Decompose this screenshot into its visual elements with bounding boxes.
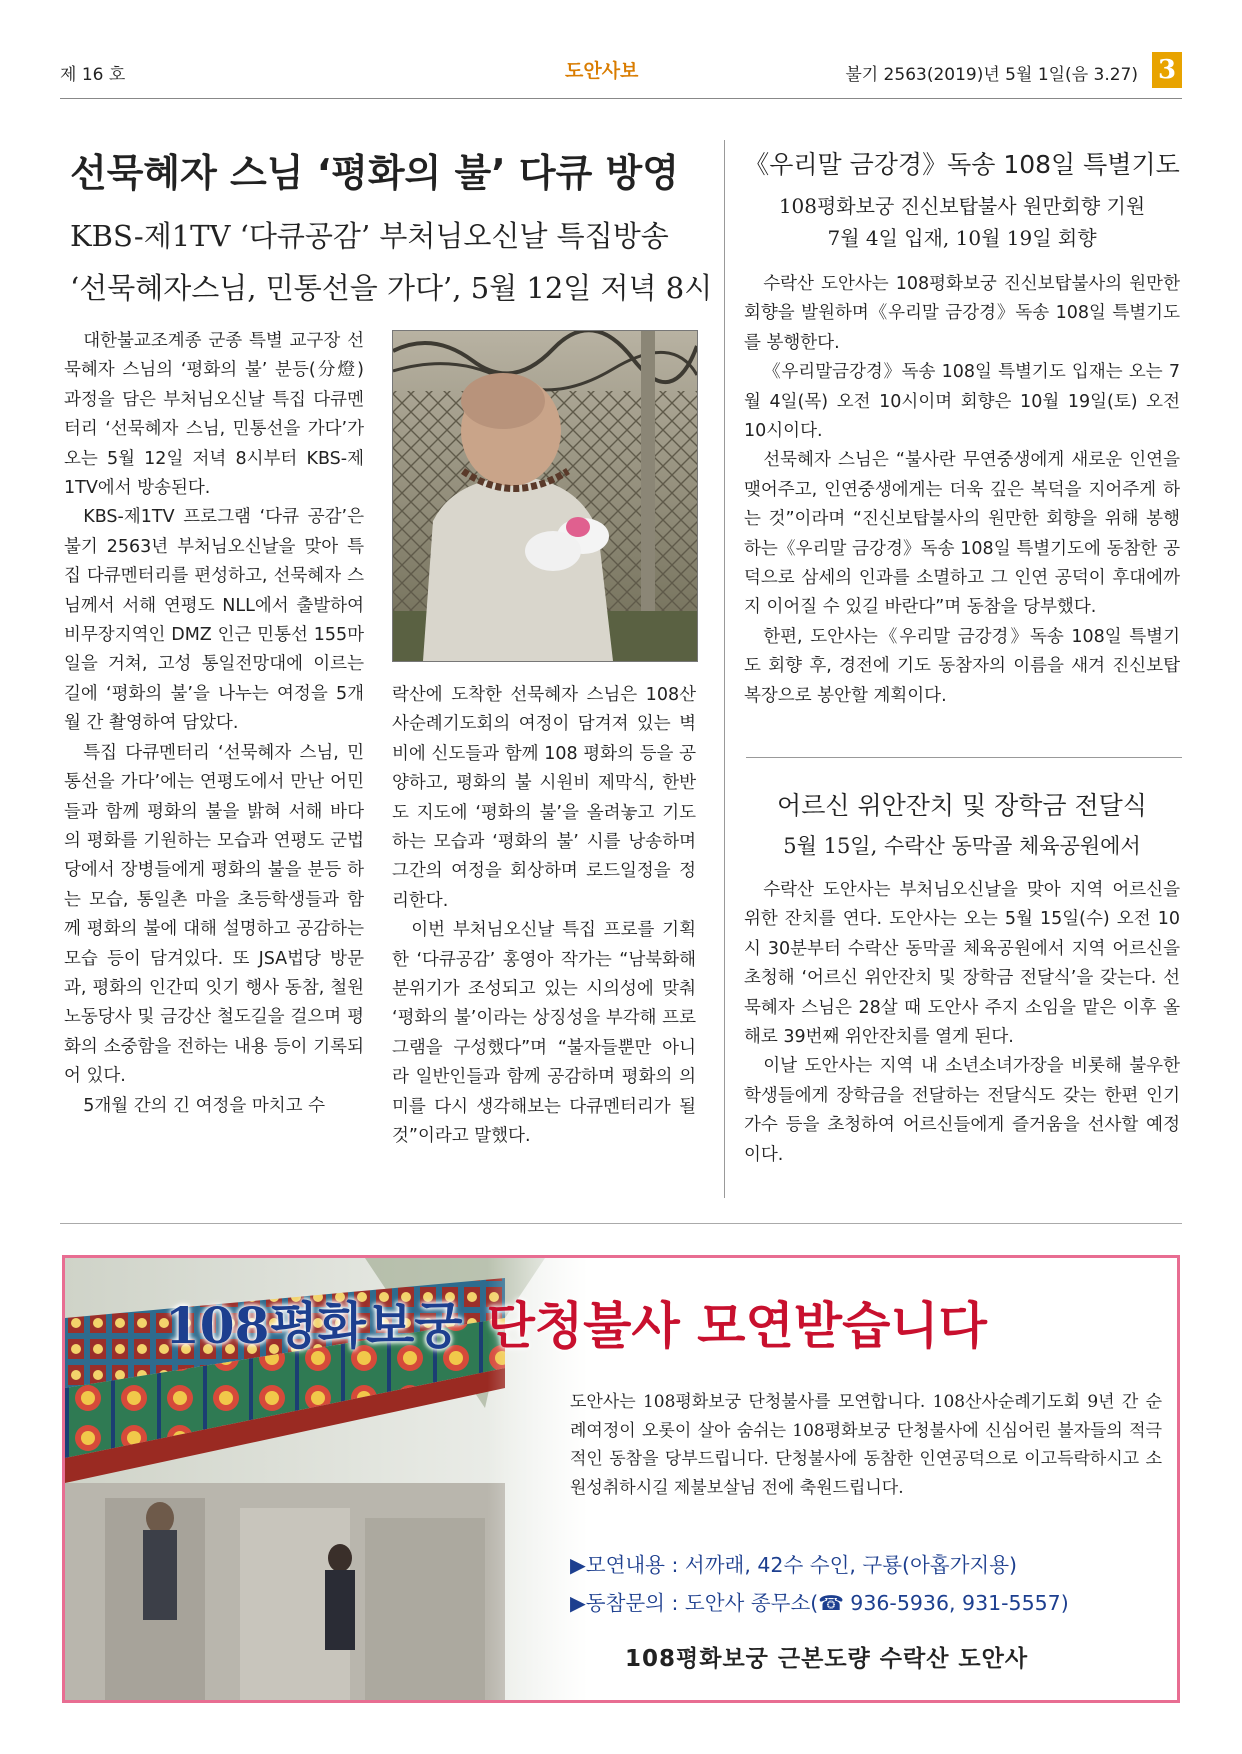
issue-number: 제 16 호 bbox=[60, 65, 126, 85]
donation-ad bbox=[62, 1255, 1180, 1703]
article1-paragraph: 대한불교조계종 군종 특별 교구장 선묵혜자 스님의 ‘평화의 불’ 분등(分燈) 과정을 담은 부처님오신날 특집 다큐멘터리 ‘선묵혜자 스님, 민통선을 가다’가 오는 5월 12일 저녁 8시부터 KBS-제1TV에서 방송된다. bbox=[64, 331, 364, 499]
article1-paragraph: KBS-제1TV 프로그램 ‘다큐 공감’은 불기 2563년 부처님오신날을 맞아 특집 다큐멘터리를 편성하고, 선묵혜자 스님께서 서해 연평도 NLL에서 출발하여 비무장지역인 DMZ 인근 민통선 155마일을 거쳐, 고성 통일전망대에 이르는 길에 ‘평화의 불’을 나누는 여정을 5개월 간 촬영하여 담았다. bbox=[64, 507, 364, 734]
ad-description: 도안사는 108평화보궁 단청불사를 모연합니다. 108산사순례기도회 9년 간 순례여정이 오롯이 살아 숨쉬는 108평화보궁 단청불사에 신심어린 불자들의 적극적인 동참을 당부드립니다. 단청불사에 동참한 인연공덕으로 이고득락하시고 소원성취하시길 제불보살님 전에 축원드립니다. bbox=[570, 1392, 1162, 1498]
article1-subtitle2: ‘선묵혜자스님, 민통선을 가다’, 5월 12일 저녁 8시 bbox=[70, 271, 713, 305]
column-divider bbox=[724, 140, 725, 1198]
article3-body bbox=[744, 876, 1180, 1170]
article1-title: 선묵혜자 스님 ‘평화의 불’ 다큐 방영 bbox=[70, 151, 679, 195]
page-number: 3 bbox=[1152, 52, 1182, 88]
article1-column2 bbox=[392, 681, 696, 1152]
article2-subtitle2: 7월 4일 입재, 10월 19일 회향 bbox=[827, 226, 1097, 250]
ad-footer: 108평화보궁 근본도량 수락산 도안사 bbox=[625, 1646, 1029, 1672]
ad-title-part2: 단청불사 모연받습니다 bbox=[486, 1296, 987, 1355]
ad-items bbox=[570, 1546, 1069, 1622]
article1-paragraph: 5개월 간의 긴 여정을 마치고 수 bbox=[83, 1095, 326, 1116]
article2-title: 《우리말 금강경》독송 108일 특별기도 bbox=[744, 150, 1180, 179]
page-header bbox=[60, 52, 1182, 88]
article3-paragraph: 이날 도안사는 지역 내 소년소녀가장을 비롯해 불우한 학생들에게 장학금을 전달하는 전달식도 갖는 한편 인기가수 등을 초청하여 어르신들에게 즐거움을 선사할 예정이다. bbox=[744, 1056, 1180, 1165]
article2-paragraph: 한편, 도안사는《우리말 금강경》독송 108일 특별기도 회향 후, 경전에 기도 동참자의 이름을 새겨 진신보탑 복장으로 봉안할 계획이다. bbox=[744, 626, 1180, 706]
ad-item-contact: ▶동참문의 : 도안사 종무소(☎ 936-5936, 931-5557) bbox=[570, 1591, 1069, 1615]
ad-title bbox=[165, 1286, 987, 1358]
article1-subtitle1: KBS-제1TV ‘다큐공감’ 부처님오신날 특집방송 bbox=[70, 219, 669, 253]
ad-item-donation-details: ▶모연내용 : 서까래, 42수 수인, 구룡(아홉가지용) bbox=[570, 1553, 1018, 1577]
article2-subtitle1: 108평화보궁 진신보탑불사 원만회향 기원 bbox=[778, 194, 1146, 218]
issue-date: 불기 2563(2019)년 5월 1일(음 3.27) bbox=[845, 65, 1138, 85]
article2-paragraph: 수락산 도안사는 108평화보궁 진신보탑불사의 원만한 회향을 발원하며《우리말 금강경》독송 108일 특별기도를 봉행한다. bbox=[744, 274, 1180, 353]
ad-title-part1: 108평화보궁 bbox=[165, 1296, 463, 1355]
article1-paragraph: 특집 다큐멘터리 ‘선묵혜자 스님, 민통선을 가다’에는 연평도에서 만난 어민들과 함께 평화의 불을 밝혀 서해 바다의 평화를 기원하는 모습과 연평도 군법당에서 장병들에게 평화의 불을 분등 하는 모습, 통일촌 마을 초등학생들과 함께 평화의 불에 대해 설명하고 공감하는 모습 등이 담겨있다. 또 JSA법당 방문과, 평화의 인간띠 잇기 행사 동참, 철원 노동당사 및 금강산 철도길을 걸으며 평화의 소중함을 전하는 내용 등이 기록되어 있다. bbox=[64, 742, 364, 1087]
article2-paragraph: 《우리말금강경》독송 108일 특별기도 입재는 오는 7월 4일(목) 오전 10시이며 회향은 10월 19일(토) 오전 10시이다. bbox=[744, 362, 1180, 442]
header-rule bbox=[60, 98, 1182, 99]
section-rule bbox=[746, 757, 1182, 758]
article3-title: 어르신 위안잔치 및 장학금 전달식 bbox=[777, 791, 1147, 820]
article2-body bbox=[744, 270, 1180, 711]
article2-paragraph: 선묵혜자 스님은 “불사란 무연중생에게 새로운 인연을 맺어주고, 인연중생에게는 더욱 깊은 복덕을 지어주게 하는 것”이라며 “진신보탑불사의 원만한 회향을 위해 봉행하는《우리말 금강경》독송 108일 특별기도에 동참한 공덕으로 삼세의 인과를 소멸하고 그 인연 공덕이 후대에까지 이어질 수 있길 바란다”며 동참을 당부했다. bbox=[744, 450, 1180, 618]
monk-photo bbox=[392, 330, 698, 662]
article3-subtitle: 5월 15일, 수락산 동막골 체육공원에서 bbox=[783, 834, 1141, 858]
article1-paragraph: 이번 부처님오신날 특집 프로를 기획한 ‘다큐공감’ 홍영아 작가는 “남북화해 분위기가 조성되고 있는 시의성에 맞춰 ‘평화의 불’이라는 상징성을 부각해 프로그램을 구성했다”며 “불자들뿐만 아니라 일반인들과 함께 공감하며 평화의 의미를 다시 생각해보는 다큐멘터리가 될 것”이라고 말했다. bbox=[392, 920, 696, 1147]
article1-column1 bbox=[64, 327, 364, 1121]
paper-name: 도안사보 bbox=[565, 60, 639, 82]
article3-paragraph: 수락산 도안사는 부처님오신날을 맞아 지역 어르신을 위한 잔치를 연다. 도안사는 오는 5월 15일(수) 오전 10시 30분부터 수락산 동막골 체육공원에서 지역 어르신을 초청해 ‘어르신 위안잔치 및 장학금 전달식’을 갖는다. 선묵혜자 스님은 28살 때 도안사 주지 소임을 맡은 이후 올해로 39번째 위안잔치를 열게 된다. bbox=[744, 880, 1180, 1048]
ad-top-rule bbox=[60, 1223, 1182, 1224]
article1-paragraph: 락산에 도착한 선묵혜자 스님은 108산사순례기도회의 여정이 담겨져 있는 벽 비에 신도들과 함께 108 평화의 등을 공양하고, 평화의 불 시원비 제막식, 한반도 지도에 ‘평화의 불’을 올려놓고 기도하는 모습과 ‘평화의 불’ 시를 낭송하며 그간의 여정을 회상하며 로드일정을 정리한다. bbox=[392, 685, 696, 911]
